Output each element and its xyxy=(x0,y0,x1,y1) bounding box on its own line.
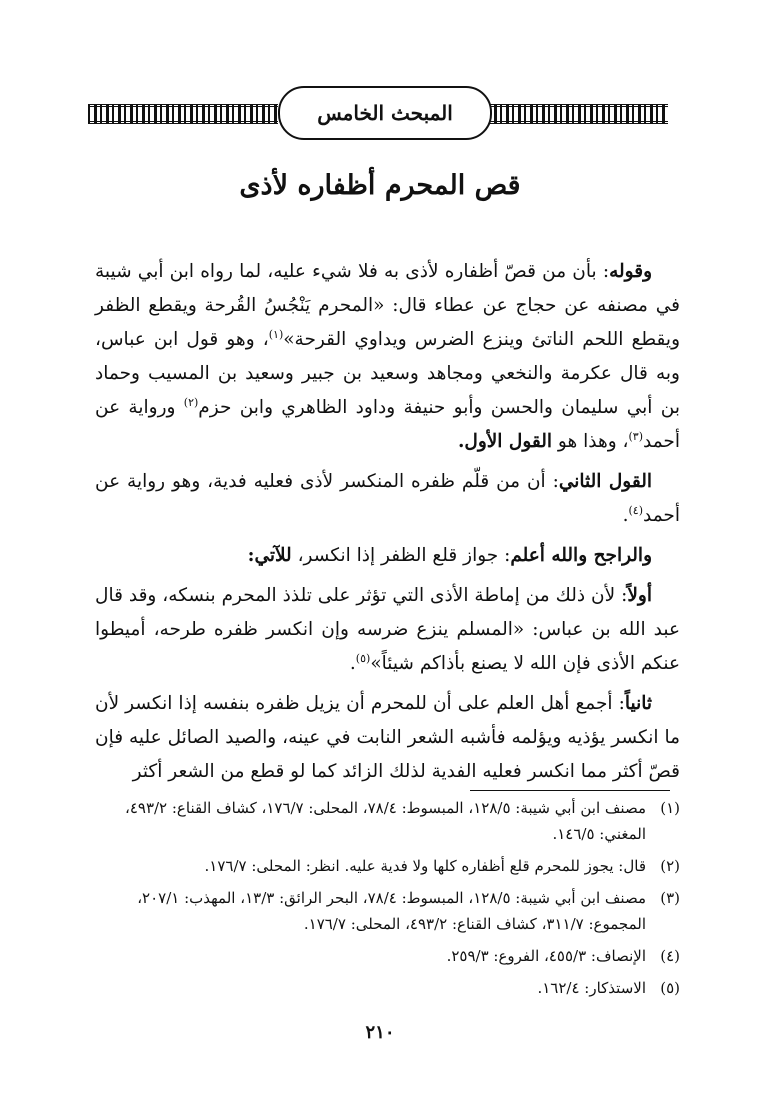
section-label: المبحث الخامس xyxy=(317,101,453,125)
p4-text: : لأن ذلك من إماطة الأذى التي تؤثر على تلذذ المحرم بنسكه، وقد قال عبد الله بن عباس: «المسلم ينزع ضرسه وإن انكسر ظفره طرحه، أميطوا عنكم الأذى فإن الله لا يصنع بأذاكم شيئاً» xyxy=(95,585,680,674)
p1-text-b: ، وهو قول ابن عباس، وبه قال عكرمة والنخعي ومجاهد وسعيد بن جبير وسعيد بن المسيب وحماد بن أبي سليمان والحسن وأبو حنيفة وداود الظاهري وابن حزم xyxy=(95,329,680,418)
footnote-text: الإنصاف: ٤٥٥/٣، الفروع: ٢٥٩/٣. xyxy=(446,947,646,965)
page-number: ٢١٠ xyxy=(365,1022,395,1043)
p5-text: : أجمع أهل العلم على أن للمحرم أن يزيل ظفره بنفسه إذا انكسر لأن ما انكسر يؤذيه ويؤلمه فأشبه الشعر النابت في عينه، والصيد الصائل عليه فإن قصّ أكثر مما انكسر فعليه الفدية لذلك الزائد كما لو قطع من الشعر أكثر xyxy=(95,693,680,782)
paragraph-3 xyxy=(95,539,680,573)
p1-bold-end: القول الأول. xyxy=(457,431,553,452)
footnote-number: (٤) xyxy=(660,947,680,965)
page-title: قص المحرم أظفاره لأذى xyxy=(239,170,521,201)
footnote-number: (١) xyxy=(660,799,680,817)
footnote-ref-4: (٤) xyxy=(628,503,644,517)
p4-end: . xyxy=(349,653,356,674)
footnote-text: مصنف ابن أبي شيبة: ١٢٨/٥، المبسوط: ٧٨/٤، البحر الرائق: ١٣/٣، المهذب: ٢٠٧/١، المجموع: ٣١١/٧، كشاف القناع: ٤٩٣/٢، المحلى: ١٧٦/٧. xyxy=(137,889,646,933)
footnotes xyxy=(95,795,680,1007)
p2-lead: القول الثاني xyxy=(558,471,652,492)
footnote-item xyxy=(95,795,680,847)
footnote-ref-2: (٢) xyxy=(183,395,199,409)
p3-text: : جواز قلع الظفر إذا انكسر، xyxy=(291,545,511,566)
footnote-text: قال: يجوز للمحرم قلع أظفاره كلها ولا فدية عليه. انظر: المحلى: ١٧٦/٧. xyxy=(204,857,646,875)
p5-lead: ثانياً xyxy=(624,693,652,714)
p4-lead: أولاً xyxy=(627,585,652,606)
paragraph-2 xyxy=(95,465,680,533)
ornament-border-left xyxy=(88,104,278,124)
footnote-item xyxy=(95,943,680,969)
paragraph-5 xyxy=(95,687,680,789)
p1-lead: وقوله xyxy=(609,261,652,282)
p3-bold-end: للآتي: xyxy=(247,545,292,566)
section-cartouche xyxy=(278,86,492,140)
footnote-item xyxy=(95,885,680,937)
p3-lead: والراجح والله أعلم xyxy=(510,545,652,566)
main-text xyxy=(95,255,680,795)
section-header xyxy=(88,86,668,142)
footnote-number: (٣) xyxy=(660,889,680,907)
footnote-ref-3: (٣) xyxy=(628,429,644,443)
p1-text-d: ، وهذا هو xyxy=(552,431,629,452)
footnote-item xyxy=(95,853,680,879)
footnote-item xyxy=(95,975,680,1001)
footnote-divider xyxy=(470,790,670,791)
ornament-border-right xyxy=(488,104,668,124)
footnote-number: (٥) xyxy=(660,979,680,997)
p1-text-c: ورواية عن أحمد xyxy=(95,397,680,452)
footnote-ref-1: (١) xyxy=(268,327,284,341)
footnote-ref-5: (٥) xyxy=(355,651,371,665)
p2-end: . xyxy=(622,505,629,526)
footnote-text: الاستذكار: ١٦٢/٤. xyxy=(537,979,646,997)
paragraph-4 xyxy=(95,579,680,681)
footnote-number: (٢) xyxy=(660,857,680,875)
p1-text-a: : بأن من قصّ أظفاره لأذى به فلا شيء عليه، لما رواه ابن أبي شيبة في مصنفه عن حجاج عن عطاء قال: «المحرم يَنْجُسُ القُرحة ويقطع الظفر ويقطع اللحم الناتئ وينزع الضرس ويداوي القرحة» xyxy=(95,261,681,350)
p2-text: : أن من قلّم ظفره المنكسر لأذى فعليه فدية، وهو رواية عن أحمد xyxy=(95,471,680,526)
footnote-text: مصنف ابن أبي شيبة: ١٢٨/٥، المبسوط: ٧٨/٤، المحلى: ١٧٦/٧، كشاف القناع: ٤٩٣/٢، المغني: ١٤٦/٥. xyxy=(124,799,646,843)
paragraph-1 xyxy=(95,255,680,459)
